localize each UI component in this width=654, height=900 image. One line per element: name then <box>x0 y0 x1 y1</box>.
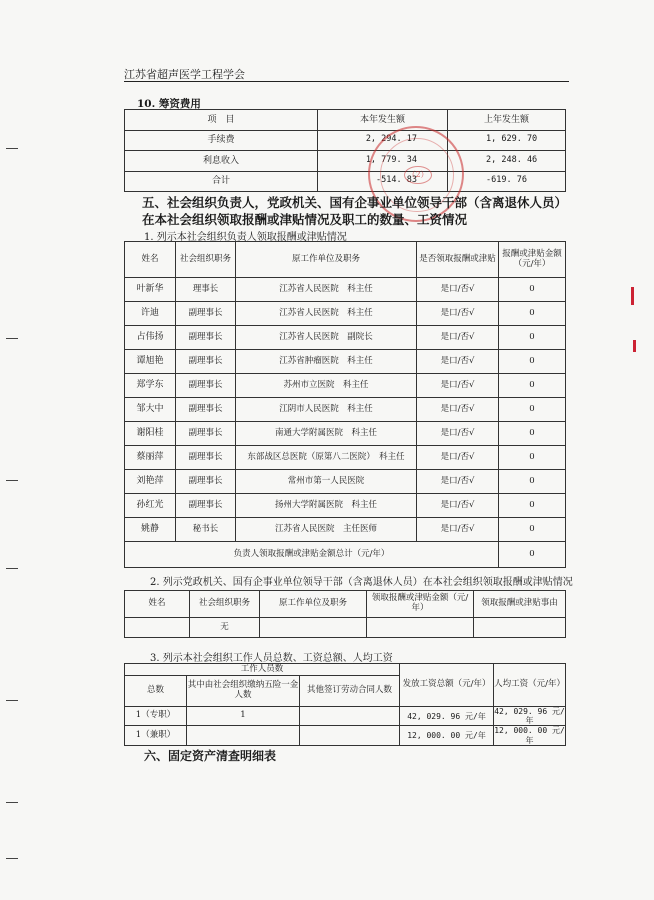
leader-paid: 是口/否√ <box>417 326 499 350</box>
leader-amount: 0 <box>499 374 566 398</box>
cell <box>300 726 400 745</box>
leader-name: 孙红光 <box>125 494 176 518</box>
leaders-table <box>124 241 566 568</box>
leader-paid: 是口/否√ <box>417 374 499 398</box>
table-row <box>125 374 566 398</box>
leader-amount: 0 <box>499 398 566 422</box>
table-row <box>125 398 566 422</box>
leader-unit: 常州市第一人民医院 <box>236 470 417 494</box>
leader-name: 谭旭艳 <box>125 350 176 374</box>
cell: 12, 000. 00 元/年 <box>494 726 565 745</box>
col-header: 社会组织职务 <box>176 242 236 278</box>
leader-paid: 是口/否√ <box>417 350 499 374</box>
leader-paid: 是口/否√ <box>417 446 499 470</box>
none-cell: 无 <box>190 618 260 638</box>
col-header: 社会组织职务 <box>190 591 260 618</box>
leader-role: 副理事长 <box>176 350 236 374</box>
col-header: 本年发生额 <box>318 110 448 131</box>
col-header: 原工作单位及职务 <box>260 591 367 618</box>
leader-unit: 南通大学附属医院 科主任 <box>236 422 417 446</box>
col-header: 发放工资总额（元/年） <box>400 664 494 707</box>
leader-role: 副理事长 <box>176 470 236 494</box>
section5-sub3: 3. 列示本社会组织工作人员总数、工资总额、人均工资 <box>150 653 393 664</box>
edge-tick <box>6 480 18 481</box>
leader-amount: 0 <box>499 350 566 374</box>
leader-paid: 是口/否√ <box>417 398 499 422</box>
table-row <box>125 422 566 446</box>
table-row <box>125 518 566 542</box>
col-header: 领取报酬或津贴事由 <box>474 591 566 618</box>
leader-name: 姚静 <box>125 518 176 542</box>
leader-role: 理事长 <box>176 278 236 302</box>
leader-paid: 是口/否√ <box>417 278 499 302</box>
leader-name: 占伟扬 <box>125 326 176 350</box>
edge-tick <box>6 858 18 859</box>
total-label: 负责人领取报酬或津贴金额总计（元/年） <box>125 542 499 568</box>
cell: 1, 779. 34 <box>318 151 448 172</box>
leader-name: 谢阳桂 <box>125 422 176 446</box>
table-row <box>125 350 566 374</box>
col-header: 其他签订劳动合同人数 <box>300 676 400 707</box>
section5-sub1: 1. 列示本社会组织负责人领取报酬或津贴情况 <box>144 232 347 243</box>
cell: -619. 76 <box>448 171 566 192</box>
leader-name: 刘艳萍 <box>125 470 176 494</box>
edge-redmark <box>631 287 634 305</box>
cell: 2, 294. 17 <box>318 130 448 151</box>
leader-role: 秘书长 <box>176 518 236 542</box>
col-header: 人均工资（元/年） <box>494 664 566 707</box>
leader-unit: 江苏省肿瘤医院 科主任 <box>236 350 417 374</box>
table-row <box>125 326 566 350</box>
table-row <box>125 494 566 518</box>
col-header: 其中由社会组织缴纳五险一金人数 <box>187 676 300 707</box>
leader-role: 副理事长 <box>176 494 236 518</box>
cell: 42, 029. 96 元/年 <box>494 707 565 726</box>
leader-paid: 是口/否√ <box>417 518 499 542</box>
edge-tick <box>6 802 18 803</box>
leader-paid: 是口/否√ <box>417 470 499 494</box>
leader-unit: 东部战区总医院（原第八二医院） 科主任 <box>236 446 417 470</box>
table-row <box>125 151 566 172</box>
fundraising-table <box>124 109 566 192</box>
leader-name: 郑学东 <box>125 374 176 398</box>
section10-title: 10. 筹资费用 <box>137 98 201 110</box>
edge-tick <box>6 338 18 339</box>
leader-unit: 江苏省人民医院 科主任 <box>236 302 417 326</box>
leader-amount: 0 <box>499 422 566 446</box>
section5-title: 五、社会组织负责人，党政机关、国有企事业单位领导干部（含离退休人员）在本社会组织领取报酬或津贴情况及职工的数量、工资情况 <box>142 195 568 227</box>
leader-paid: 是口/否√ <box>417 494 499 518</box>
col-header: 上年发生额 <box>448 110 566 131</box>
col-header: 原工作单位及职务 <box>236 242 417 278</box>
table-row <box>125 130 566 151</box>
total-row <box>125 542 566 568</box>
cell: 1, 629. 70 <box>448 130 566 151</box>
table-row <box>125 302 566 326</box>
cell: 2, 248. 46 <box>448 151 566 172</box>
leader-role: 副理事长 <box>176 422 236 446</box>
leader-amount: 0 <box>499 326 566 350</box>
leader-name: 蔡丽萍 <box>125 446 176 470</box>
leader-name: 许迪 <box>125 302 176 326</box>
cell: -514. 83 <box>318 171 448 192</box>
total-value: 0 <box>499 542 566 568</box>
leader-paid: 是口/否√ <box>417 302 499 326</box>
group-header: 工作人员数 <box>125 664 400 676</box>
staff-table <box>124 663 566 746</box>
leader-unit: 江苏省人民医院 副院长 <box>236 326 417 350</box>
col-header: 总数 <box>125 676 187 707</box>
table-row <box>125 470 566 494</box>
col-header: 姓名 <box>125 591 190 618</box>
cell: 合计 <box>125 171 318 192</box>
cell: 1（专职） <box>125 707 187 726</box>
leader-paid: 是口/否√ <box>417 422 499 446</box>
leader-name: 叶新华 <box>125 278 176 302</box>
edge-tick <box>6 148 18 149</box>
leader-role: 副理事长 <box>176 326 236 350</box>
leader-amount: 0 <box>499 302 566 326</box>
cell: 1（兼职） <box>125 726 187 745</box>
official-seal: （2） <box>368 126 464 222</box>
col-header: 姓名 <box>125 242 176 278</box>
table-row <box>125 726 566 745</box>
table-row <box>125 707 566 726</box>
cell <box>300 707 400 726</box>
leader-amount: 0 <box>499 470 566 494</box>
table-row <box>125 618 566 638</box>
leader-unit: 江苏省人民医院 主任医师 <box>236 518 417 542</box>
leader-name: 邹大中 <box>125 398 176 422</box>
leader-unit: 江苏省人民医院 科主任 <box>236 278 417 302</box>
table-row <box>125 446 566 470</box>
leader-amount: 0 <box>499 494 566 518</box>
table-row <box>125 278 566 302</box>
leader-role: 副理事长 <box>176 446 236 470</box>
section6-title: 六、固定资产清查明细表 <box>144 749 277 763</box>
leader-unit: 扬州大学附属医院 科主任 <box>236 494 417 518</box>
leader-role: 副理事长 <box>176 302 236 326</box>
leader-amount: 0 <box>499 518 566 542</box>
cell <box>187 726 300 745</box>
cell: 42, 029. 96 元/年 <box>400 707 494 726</box>
header-rule <box>124 81 569 82</box>
cell: 12, 000. 00 元/年 <box>400 726 494 745</box>
leader-amount: 0 <box>499 278 566 302</box>
leader-amount: 0 <box>499 446 566 470</box>
col-header: 领取报酬或津贴金额（元/年） <box>367 591 474 618</box>
leader-role: 副理事长 <box>176 374 236 398</box>
edge-redmark <box>633 340 636 352</box>
col-header: 项 目 <box>125 110 318 131</box>
leader-unit: 苏州市立医院 科主任 <box>236 374 417 398</box>
cell: 1 <box>187 707 300 726</box>
edge-tick <box>6 568 18 569</box>
cell: 利息收入 <box>125 151 318 172</box>
officials-table <box>124 590 566 638</box>
leader-unit: 江阴市人民医院 科主任 <box>236 398 417 422</box>
cell: 手续费 <box>125 130 318 151</box>
edge-tick <box>6 700 18 701</box>
leader-role: 副理事长 <box>176 398 236 422</box>
header-org: 江苏省超声医学工程学会 <box>124 68 245 81</box>
col-header: 是否领取报酬或津贴 <box>417 242 499 278</box>
table-row <box>125 171 566 192</box>
col-header: 报酬或津贴金额（元/年） <box>499 242 566 278</box>
section5-sub2: 2. 列示党政机关、国有企事业单位领导干部（含离退休人员）在本社会组织领取报酬或津贴情况 <box>150 577 573 588</box>
